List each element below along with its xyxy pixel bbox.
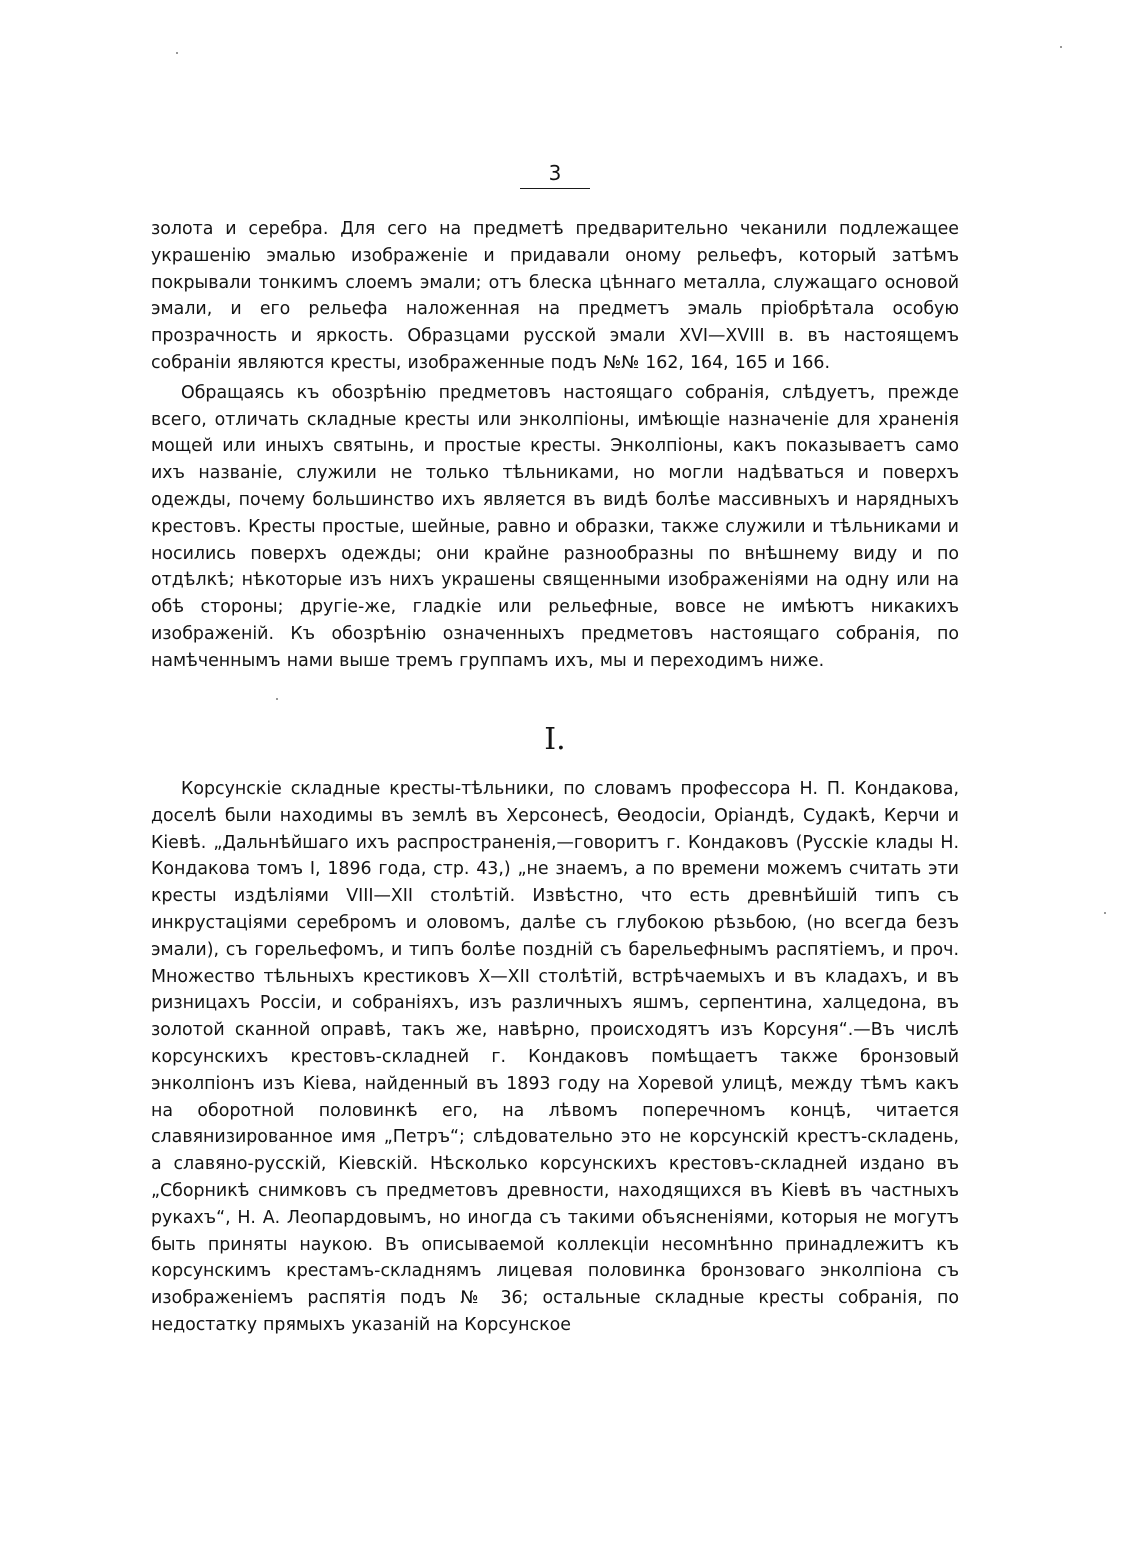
page-number: 3: [520, 160, 590, 189]
section-1-block: [151, 776, 959, 1339]
scan-speck: [1060, 46, 1062, 48]
intro-block: [151, 216, 959, 675]
paragraph-korsun-crosses: Корсунскіе складные кресты-тѣльники, по словамъ профессора Н. П. Кондакова, доселѣ были находимы въ землѣ въ Херсонесѣ, Ѳеодосіи, Оріандѣ, Судакѣ, Керчи и Кіевѣ. „Дальнѣйшаго ихъ распространенія,—говоритъ г. Кондаковъ (Русскіе клады Н. Кондакова томъ I, 1896 года, стр. 43,) „не знаемъ, а по времени можемъ считать эти кресты издѣліями VIII—XII столѣтій. Извѣстно, что есть древнѣйшій типъ съ инкрустаціями серебромъ и оловомъ, далѣе съ глубокою рѣзьбою, (но всегда безъ эмали), съ горельефомъ, и типъ болѣе поздній съ барельефнымъ распятіемъ, и проч. Множество тѣльныхъ крестиковъ X—XII столѣтій, встрѣчаемыхъ и въ кладахъ, и въ ризницахъ Россіи, и собраніяхъ, изъ различныхъ яшмъ, серпентина, халцедона, въ золотой сканной оправѣ, такъ же, навѣрно, происходятъ изъ Корсуня“.—Въ числѣ корсунскихъ крестовъ-складней г. Кондаковъ помѣщаетъ также бронзовый энколпіонъ изъ Кіева, найденный въ 1893 году на Хоревой улицѣ, между тѣмъ какъ на оборотной половинкѣ его, на лѣвомъ поперечномъ концѣ, читается славянизированное имя „Петръ“; слѣдовательно это не корсунскій крестъ-складень, а славяно-русскій, Кіевскій. Нѣсколько корсунскихъ крестовъ-складней издано въ „Сборникѣ снимковъ съ предметовъ древности, находящихся въ Кіевѣ въ частныхъ рукахъ“, Н. А. Леопардовымъ, но иногда съ такими объясненіями, которыя не могутъ быть приняты наукою. Въ описываемой коллекціи несомнѣнно принадлежитъ къ корсунскимъ крестамъ-складнямъ лицевая половинка бронзоваго энколпіона съ изображеніемъ распятія подъ № 36; остальные складные кресты собранія, по недостатку прямыхъ указаній на Корсунское: [151, 779, 959, 1335]
scan-speck: [1104, 912, 1106, 914]
scan-speck: [276, 698, 278, 700]
section-heading: I.: [544, 722, 566, 757]
paragraph-enamel: золота и серебра. Для сего на предметѣ предварительно чеканили подлежащее украшенію эмалью изображеніе и придавали оному рельефъ, который затѣмъ покрывали тонкимъ слоемъ эмали; отъ блеска цѣннаго металла, служащаго основой эмали, и его рельефа наложенная на предметъ эмаль пріобрѣтала особую прозрачность и яркость. Образцами русской эмали XVI—XVIII в. въ настоящемъ собраніи являются кресты, изображенные подъ №№ 162, 164, 165 и 166.: [151, 219, 959, 373]
scan-speck: [176, 52, 178, 54]
paragraph-overview: Обращаясь къ обозрѣнію предметовъ настоящаго собранія, слѣдуетъ, прежде всего, отличать складные кресты или энколпіоны, имѣющіе назначеніе для храненія мощей или иныхъ святынь, и простые кресты. Энколпіоны, какъ показываетъ само ихъ названіе, служили не только тѣльниками, но могли надѣваться и поверхъ одежды, почему большинство ихъ является въ видѣ болѣе массивныхъ и нарядныхъ крестовъ. Кресты простые, шейные, равно и образки, также служили и тѣльниками и носились поверхъ одежды; они крайне разнообразны по внѣшнему виду и по отдѣлкѣ; нѣкоторые изъ нихъ украшены священными изображеніями на одну или на обѣ стороны; другіе-же, гладкіе или рельефные, вовсе не имѣютъ никакихъ изображеній. Къ обозрѣнію означенныхъ предметовъ настоящаго собранія, по намѣченнымъ нами выше тремъ группамъ ихъ, мы и переходимъ ниже.: [151, 382, 959, 671]
